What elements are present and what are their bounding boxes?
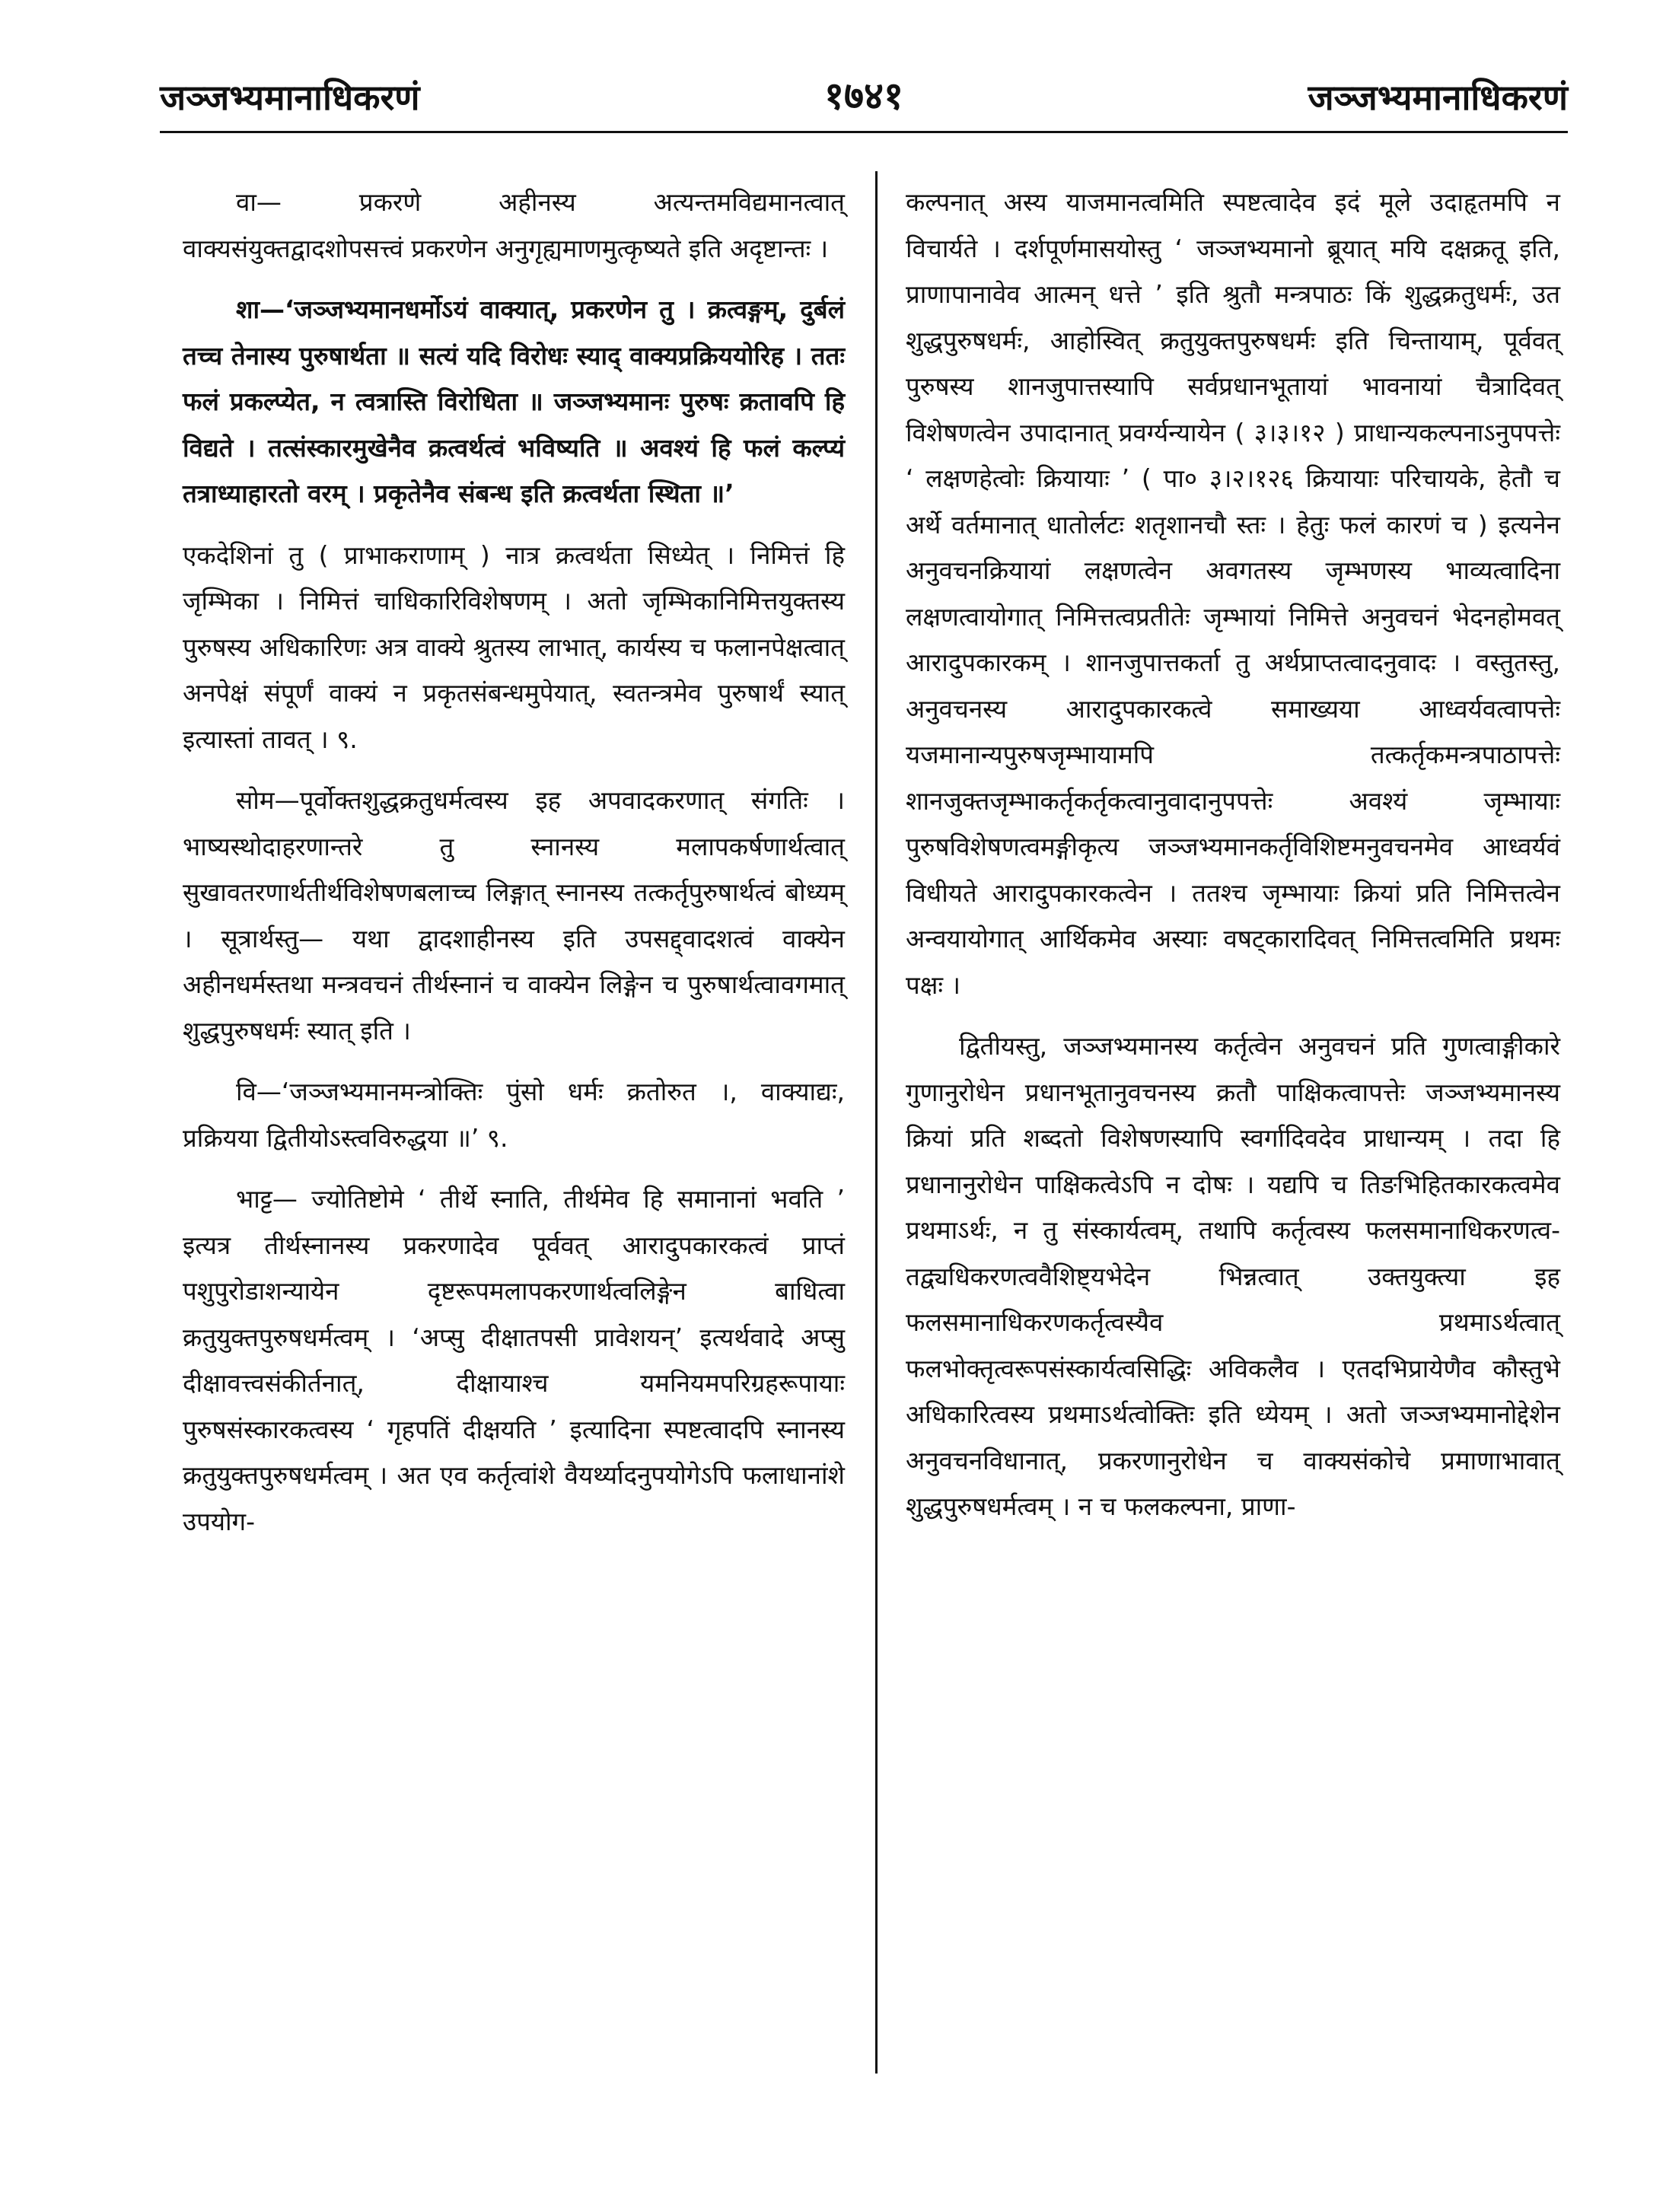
left-column: [183, 180, 845, 1560]
right-column: [906, 180, 1560, 1545]
page-number: १७४१: [824, 74, 903, 118]
paragraph-shastradipika-verses: शा—‘जञ्जभ्यमानधर्मोऽयं वाक्यात्, प्रकरणेन तु । क्रत्वङ्गम्, दुर्बलं तच्च तेनास्य पुरुषार्थता ॥ सत्यं यदि विरोधः स्याद् वाक्यप्रक्रिययोरिह । ततः फलं प्रकल्प्येत, न त्वत्रास्ति विरोधिता ॥ जञ्जभ्यमानः पुरुषः क्रतावपि हि विद्यते । तत्संस्कारमुखेनैव क्रत्वर्थत्वं भविष्यति ॥ अवश्यं हि फलं कल्प्यं तत्राध्याहारतो वरम् । प्रकृतेनैव संबन्ध इति क्रत्वर्थता स्थिता ॥’: [183, 294, 845, 508]
paragraph-continuation: कल्पनात् अस्य याजमानत्वमिति स्पष्टत्वादेव इदं मूले उदाहृतमपि न विचार्यते । दर्शपूर्णमासयोस्तु ‘ जञ्जभ्यमानो ब्रूयात् मयि दक्षक्रतू इति, प्राणापानावेव आत्मन् धत्ते ’ इति श्रुतौ मन्त्रपाठः किं शुद्धक्रतुधर्मः, उत शुद्धपुरुषधर्मः, आहोस्वित् क्रतुयुक्तपुरुषधर्मः इति चिन्तायाम्, पूर्ववत् पुरुषस्य शानजुपात्तस्यापि सर्वप्रधानभूतायां भावनायां चैत्रादिवत् विशेषणत्वेन उपादानात् प्रवर्ग्यन्यायेन ( ३।३।१२ ) प्राधान्यकल्पनाऽनुपपत्तेः ‘ लक्षणहेत्वोः क्रियायाः ’ ( पा० ३।२।१२६ क्रियायाः परिचायके, हेतौ च अर्थे वर्तमानात् धातोर्लटः शतृशानचौ स्तः । हेतुः फलं कारणं च ) इत्यनेन अनुवचनक्रियायां लक्षणत्वेन अवगतस्य जृम्भणस्य भाव्यत्वादिना लक्षणत्वायोगात् निमित्तत्वप्रतीतेः जृम्भायां निमित्ते अनुवचनं भेदनहोमवत् आरादुपकारकम् । शानजुपात्तकर्ता तु अर्थप्राप्तत्वादनुवादः । वस्तुतस्तु, अनुवचनस्य आरादुपकारकत्वे समाख्यया आध्वर्यवत्वापत्तेः यजमानान्यपुरुषजृम्भायामपि तत्कर्तृकमन्त्रपाठापत्तेः शानजुक्तजृम्भाकर्तृकर्तृकत्वानुवादानुपपत्तेः अवश्यं जृम्भायाः पुरुषविशेषणत्वमङ्गीकृत्य जञ्जभ्यमानकर्तृविशिष्टमनुवचनमेव आध्वर्यवं विधीयते आरादुपकारकत्वेन । ततश्च जृम्भायाः क्रियां प्रति निमित्तत्वेन अन्वयायोगात् आर्थिकमेव अस्याः वषट्कारादिवत् निमित्तत्वमिति प्रथमः पक्षः ।: [906, 187, 1560, 1000]
paragraph-bhatta: भाट्ट— ज्योतिष्टोमे ‘ तीर्थे स्नाति, तीर्थमेव हि समानानां भवति ’ इत्यत्र तीर्थस्नानस्य प्रकरणादेव पूर्ववत् आरादुपकारकत्वं प्राप्तं पशुपुरोडाशन्यायेन दृष्टरूपमलापकरणार्थत्वलिङ्गेन बाधित्वा क्रतुयुक्तपुरुषधर्मत्वम् । ‘अप्सु दीक्षातपसी प्रावेशयन्’ इत्यर्थवादे अप्सु दीक्षावत्त्वसंकीर्तनात्, दीक्षायाश्च यमनियमपरिग्रहरूपायाः पुरुषसंस्कारकत्वस्य ‘ गृहपतिं दीक्षयति ’ इत्यादिना स्पष्टत्वादपि स्नानस्य क्रतुयुक्तपुरुषधर्मत्वम् । अत एव कर्तृत्वांशे वैयर्थ्यादनुपयोगेऽपि फलाधानांशे उपयोग-: [183, 1184, 845, 1536]
paragraph-vivarana: वि—‘जञ्जभ्यमानमन्त्रोक्तिः पुंसो धर्मः क्रतोरुत ।, वाक्याद्यः, प्रक्रियया द्वितीयोऽस्त्वविरुद्धया ॥’ ९.: [183, 1077, 845, 1153]
running-title-right: जञ्जभ्यमानाधिकरणं: [1308, 77, 1568, 118]
paragraph-vartika: वा— प्रकरणे अहीनस्य अत्यन्तमविद्यमानत्वात् वाक्यसंयुक्तद्वादशोपसत्त्वं प्रकरणेन अनुगृह्यमाणमुत्कृष्यते इति अदृष्टान्तः ।: [183, 187, 845, 263]
paragraph-shastradipika-prose: एकदेशिनां तु ( प्राभाकराणाम् ) नात्र क्रत्वर्थता सिध्येत् । निमित्तं हि जृम्भिका । निमित्तं चाधिकारिविशेषणम् । अतो जृम्भिकानिमित्तयुक्तस्य पुरुषस्य अधिकारिणः अत्र वाक्ये श्रुतस्य लाभात्, कार्यस्य च फलानपेक्षत्वात् अनपेक्षं संपूर्णं वाक्यं न प्रकृतसंबन्धमुपेयात्, स्वतन्त्रमेव पुरुषार्थं स्यात् इत्यास्तां तावत् । ९.: [183, 539, 845, 754]
paragraph-second-view: द्वितीयस्तु, जञ्जभ्यमानस्य कर्तृत्वेन अनुवचनं प्रति गुणत्वाङ्गीकारे गुणानुरोधेन प्रधानभूतानुवचनस्य क्रतौ पाक्षिकत्वापत्तेः जञ्जभ्यमानस्य क्रियां प्रति शब्दतो विशेषणस्यापि स्वर्गादिवदेव प्राधान्यम् । तदा हि प्रधानानुरोधेन पाक्षिकत्वेऽपि न दोषः । यद्यपि च तिङभिहितकारकत्वमेव प्रथमाऽर्थः, न तु संस्कार्यत्वम्, तथापि कर्तृत्वस्य फलसमानाधिकरणत्व- तद्व्यधिकरणत्ववैशिष्ट्यभेदेन भिन्नत्वात् उक्तयुक्त्या इह फलसमानाधिकरणकर्तृत्वस्यैव प्रथमाऽर्थत्वात् फलभोक्तृत्वरूपसंस्कार्यत्वसिद्धिः अविकलैव । एतदभिप्रायेणैव कौस्तुभे अधिकारित्वस्य प्रथमाऽर्थत्वोक्तिः इति ध्येयम् । अतो जञ्जभ्यमानोद्देशेन अनुवचनविधानात्, प्रकरणानुरोधेन च वाक्यसंकोचे प्रमाणाभावात् शुद्धपुरुषधर्मत्वम् । न च फलकल्पना, प्राणा-: [906, 1031, 1560, 1521]
paragraph-somanatha: सोम—पूर्वोक्तशुद्धक्रतुधर्मत्वस्य इह अपवादकरणात् संगतिः । भाष्यस्थोदाहरणान्तरे तु स्नानस्य मलापकर्षणार्थत्वात् सुखावतरणार्थतीर्थविशेषणबलाच्च लिङ्गात् स्नानस्य तत्कर्तृपुरुषार्थत्वं बोध्यम् । सूत्रार्थस्तु— यथा द्वादशाहीनस्य इति उपसद्द्वादशत्वं वाक्येन अहीनधर्मस्तथा मन्त्रवचनं तीर्थस्नानं च वाक्येन लिङ्गेन च पुरुषार्थत्वावगमात् शुद्धपुरुषधर्मः स्यात् इति ।: [183, 785, 845, 1046]
running-title-left: जञ्जभ्यमानाधिकरणं: [160, 77, 420, 118]
column-divider: [875, 171, 878, 2074]
page-header: [160, 70, 1568, 133]
